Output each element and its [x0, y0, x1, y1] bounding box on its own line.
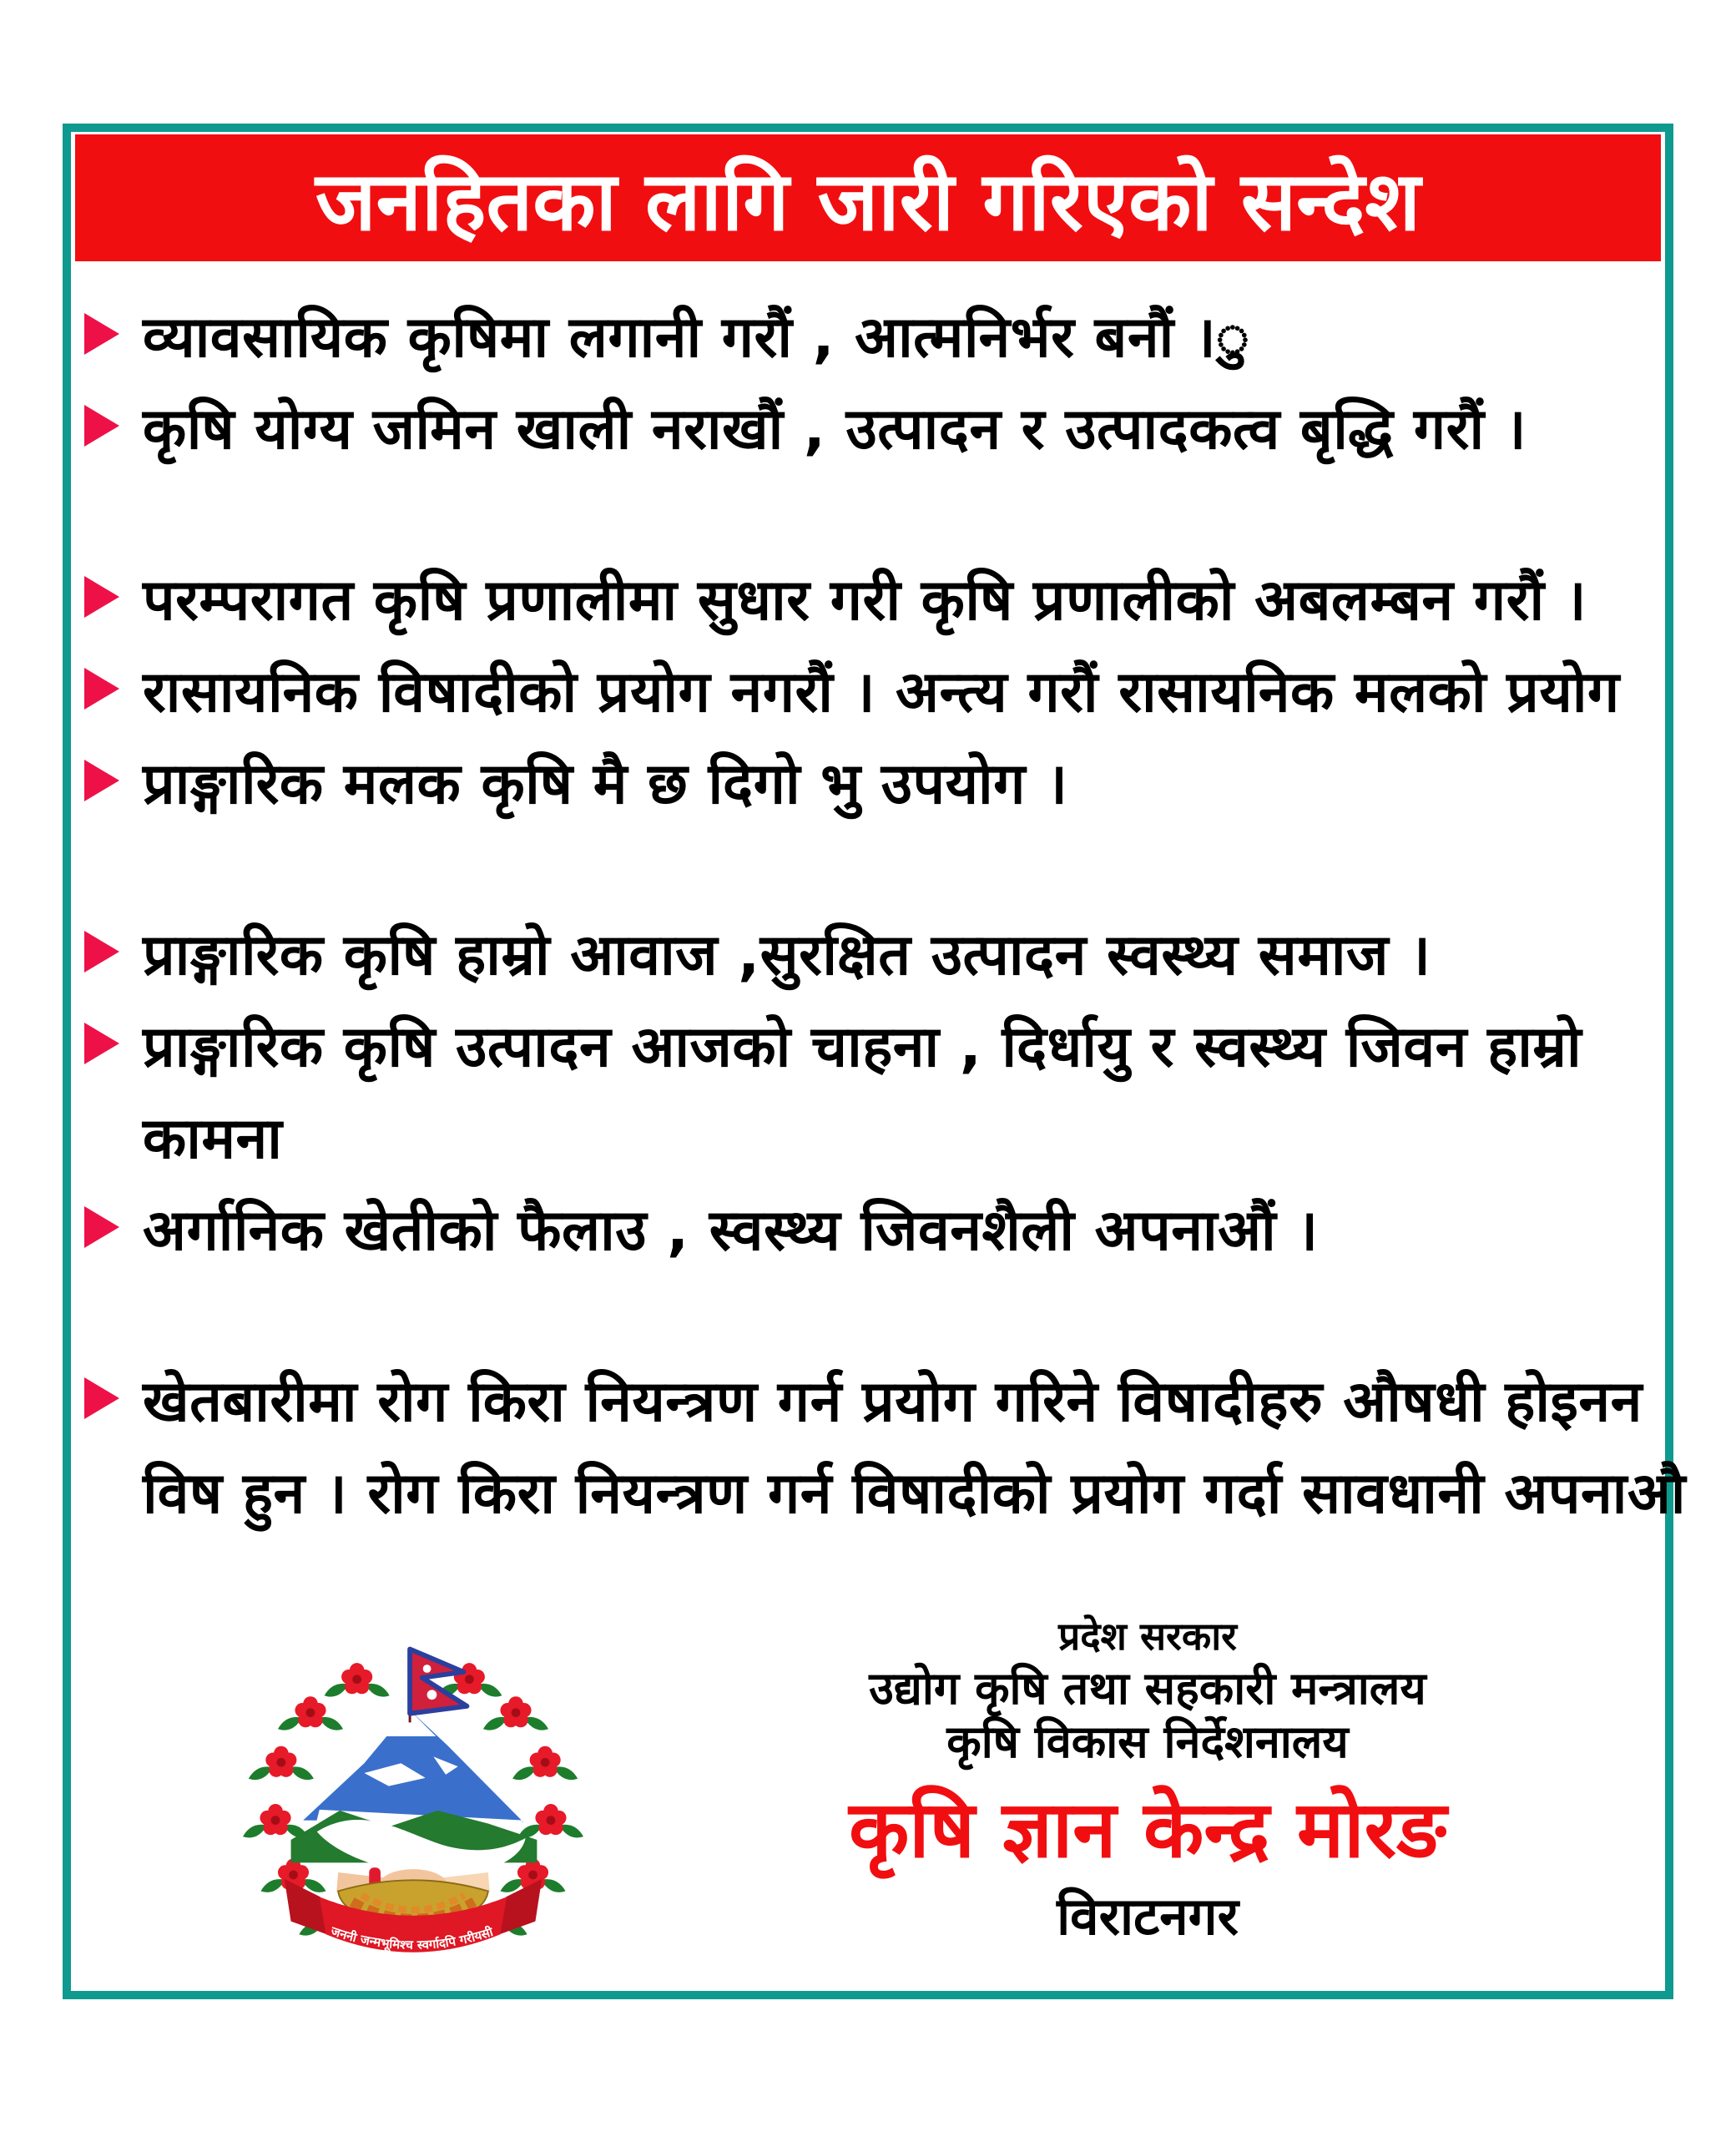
city-name: विराटनगर [1057, 1886, 1239, 1947]
bullet-triangle-icon [84, 405, 119, 447]
bullet-triangle-icon [84, 1206, 119, 1248]
poster-content [71, 134, 1686, 1993]
bullet-triangle-icon [84, 668, 119, 710]
directorate-line: कृषि विकास निर्देशनालय [946, 1715, 1349, 1768]
issuer-block [647, 1610, 1648, 1951]
bullet-triangle-icon [84, 760, 119, 801]
list-item-text: खेतबारीमा रोग किरा नियन्त्रण गर्न प्रयोग गरिने विषादीहरु औषधी होइनन [143, 1368, 1643, 1435]
list-item-text: प्राङ्गारिक कृषि उत्पादन आजको चाहना , दिर्धायु र स्वस्थ्य जिवन हाम्रो [143, 1013, 1582, 1080]
nepal-emblem-logo [242, 1630, 584, 1981]
bullet-triangle-icon [84, 1377, 119, 1419]
list-item-text: विष हुन । रोग किरा नियन्त्रण गर्न विषादीको प्रयोग गर्दा सावधानी अपनाऔ [143, 1460, 1686, 1527]
list-item-continuation [84, 1444, 1686, 1536]
list-item [84, 906, 1645, 998]
list-item-continuation [84, 1089, 1645, 1181]
list-item-text: कामना [143, 1105, 283, 1172]
bullet-list [71, 261, 1686, 1536]
list-item [84, 1352, 1645, 1444]
list-item [84, 288, 1645, 380]
list-item [84, 643, 1645, 735]
list-item [84, 998, 1645, 1089]
list-item [84, 551, 1645, 643]
list-item-text: व्यावसायिक कृषिमा लगानी गरौं , आत्मनिर्भर बनौं ।ु [143, 304, 1250, 371]
bullet-triangle-icon [84, 313, 119, 355]
list-item [84, 1181, 1645, 1273]
bullet-triangle-icon [84, 576, 119, 618]
list-item-text: परम्परागत कृषि प्रणालीमा सुधार गरी कृषि प्रणालीको अबलम्बन गरौं । [143, 567, 1587, 634]
list-item-text: कृषि योग्य जमिन खाली नराखौं , उत्पादन र उत्पादकत्व बृद्धि गरौं । [143, 396, 1527, 462]
bullet-triangle-icon [84, 1023, 119, 1064]
list-item-text: प्राङ्गारिक मलक कृषि मै छ दिगो भु उपयोग । [143, 750, 1068, 817]
ministry-line: उद्योग कृषि तथा सहकारी मन्त्रालय [869, 1662, 1426, 1715]
list-item-text: रासायनिक विषादीको प्रयोग नगरौं । अन्त्य गरौं रासायनिक मलको प्रयोग [143, 659, 1620, 725]
teal-frame [63, 124, 1686, 1999]
page-title: जनहितका लागि जारी गरिएको सन्देश [315, 154, 1421, 250]
list-item [84, 735, 1645, 826]
emblem-motto-text: जननी जन्मभूमिश्च स्वर्गादपि गरीयसी [329, 1923, 495, 1953]
list-item [84, 380, 1645, 472]
list-item-text: अर्गानिक खेतीको फैलाउ , स्वस्थ्य जिवनशैली अपनाऔं । [143, 1197, 1319, 1264]
government-line: प्रदेश सरकार [1058, 1614, 1237, 1659]
header-banner [75, 134, 1661, 261]
list-item-text: प्राङ्गारिक कृषि हाम्रो आवाज ,सुरक्षित उत्पादन स्वस्थ्य समाज । [143, 922, 1431, 988]
bullet-triangle-icon [84, 931, 119, 973]
office-name: कृषि ज्ञान केन्द्र मोरङ [849, 1785, 1446, 1876]
